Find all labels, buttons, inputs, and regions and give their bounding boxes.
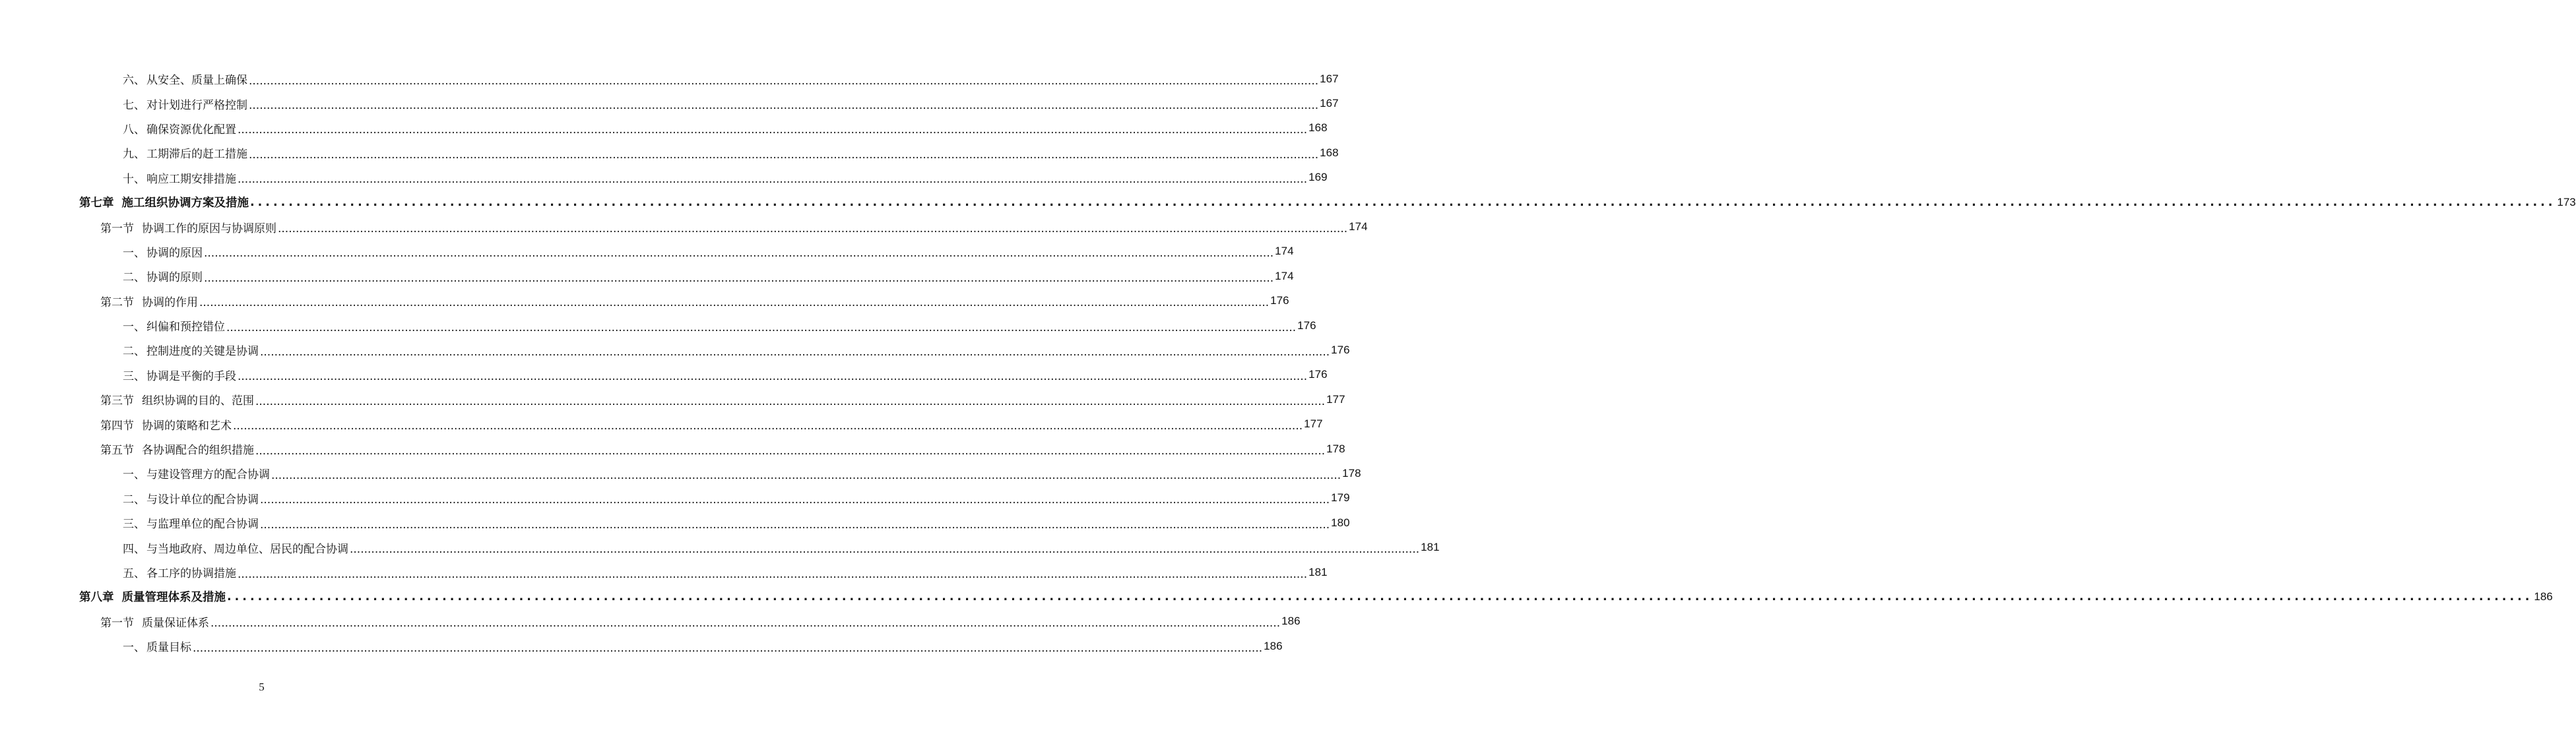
toc-item-entry[interactable] <box>0 461 1361 485</box>
toc-entry-number: 五、 <box>123 567 145 580</box>
toc-entry-number: 第七章 <box>79 197 114 210</box>
toc-entry-text: 与设计单位的配合协调 <box>146 493 259 507</box>
toc-entry-number: 九、 <box>123 148 145 162</box>
toc-leader-dots: ............................................................................................................................................................................................................................................................................................................ <box>193 641 1263 655</box>
toc-entry-number: 第八章 <box>79 591 114 605</box>
toc-entry-page: 173 <box>2557 195 2576 208</box>
toc-entry-text: 质量保证体系 <box>142 616 209 630</box>
toc-entry-number: 一、 <box>123 641 145 655</box>
toc-entry-page: 186 <box>1264 639 1283 652</box>
toc-entry-text: 协调的策略和艺术 <box>142 419 232 433</box>
toc-entry-page: 174 <box>1275 269 1294 282</box>
toc-item-entry[interactable] <box>0 264 1294 288</box>
toc-entry-title <box>123 638 191 654</box>
toc-item-entry[interactable] <box>0 67 1339 91</box>
toc-entry-title <box>123 490 259 507</box>
toc-leader-dots: ............................................................................................................................................................................................................................................................................................................ <box>249 99 1319 113</box>
toc-leader-dots: ............................................................................................................................................................................................................................................................................................................ <box>250 195 2556 209</box>
toc-entry-title <box>123 317 225 334</box>
toc-entry-text: 响应工期安排措施 <box>146 172 236 186</box>
toc-item-entry[interactable] <box>0 166 1328 190</box>
toc-entry-number: 二、 <box>123 493 145 507</box>
toc-entry-number: 第三节 <box>100 394 134 408</box>
toc-entry-title <box>123 540 348 556</box>
toc-entry-page: 167 <box>1320 97 1339 110</box>
toc-entry-text: 从安全、质量上确保 <box>146 74 247 88</box>
toc-item-entry[interactable] <box>0 510 1350 535</box>
toc-entry-number: 一、 <box>123 468 145 482</box>
toc-entry-number: 第四节 <box>100 419 134 433</box>
toc-entry-text: 协调工作的原因与协调原则 <box>142 222 276 235</box>
page-number: 5 <box>259 681 265 693</box>
toc-entry-number: 一、 <box>123 246 145 260</box>
toc-entry-title <box>123 144 247 161</box>
toc-item-entry[interactable] <box>0 313 1316 338</box>
toc-leader-dots: ............................................................................................................................................................................................................................................................................................................ <box>204 247 1274 261</box>
toc-entry-title <box>100 293 198 309</box>
toc-leader-dots: ............................................................................................................................................................................................................................................................................................................ <box>260 345 1330 359</box>
toc-entry-page: 178 <box>1342 466 1361 479</box>
toc-entry-text: 与建设管理方的配合协调 <box>146 468 270 482</box>
toc-entry-text: 协调的原则 <box>146 271 203 285</box>
toc-entry-page: 169 <box>1308 171 1328 184</box>
toc-chapter-entry[interactable] <box>0 584 2553 609</box>
toc-entry-text: 协调的作用 <box>142 295 198 309</box>
toc-entry-page: 179 <box>1331 491 1350 505</box>
toc-entry-number: 第一节 <box>100 616 134 630</box>
toc-leader-dots: ............................................................................................................................................................................................................................................................................................................ <box>350 543 1420 557</box>
toc-entry-page: 180 <box>1331 516 1350 529</box>
toc-entry-title <box>79 194 249 210</box>
toc-item-entry[interactable] <box>0 116 1328 140</box>
toc-entry-title <box>123 243 203 260</box>
toc-leader-dots: ............................................................................................................................................................................................................................................................................................................ <box>260 518 1330 532</box>
toc-entry-text: 工期滞后的赶工措施 <box>146 148 247 162</box>
toc-entry-text: 控制进度的关键是协调 <box>146 345 259 359</box>
toc-entry-text: 对计划进行严格控制 <box>146 98 247 112</box>
toc-item-entry[interactable] <box>0 239 1294 264</box>
toc-entry-title <box>123 170 236 186</box>
toc-entry-number: 七、 <box>123 98 145 112</box>
toc-entry-number: 六、 <box>123 74 145 88</box>
toc-section-entry[interactable] <box>0 387 1345 412</box>
toc-section-entry[interactable] <box>0 214 1368 239</box>
toc-leader-dots: ............................................................................................................................................................................................................................................................................................................ <box>238 567 1308 581</box>
toc-entry-page: 174 <box>1349 220 1368 233</box>
toc-entry-title <box>123 465 270 481</box>
toc-entry-page: 186 <box>2534 590 2553 603</box>
toc-leader-dots: ............................................................................................................................................................................................................................................................................................................ <box>255 394 1326 408</box>
toc-entry-text: 施工组织协调方案及措施 <box>121 197 249 210</box>
toc-entry-text: 协调的原因 <box>146 246 203 260</box>
toc-entry-title <box>123 342 259 358</box>
toc-entry-title <box>100 416 232 433</box>
toc-entry-title <box>123 564 236 580</box>
toc-entry-page: 181 <box>1308 565 1328 578</box>
toc-entry-title <box>123 96 247 112</box>
toc-item-entry[interactable] <box>0 140 1339 165</box>
toc-leader-dots: ............................................................................................................................................................................................................................................................................................................ <box>238 173 1308 187</box>
toc-entry-text: 纠偏和预控错位 <box>146 321 225 334</box>
toc-section-entry[interactable] <box>0 289 1289 313</box>
toc-leader-dots: ............................................................................................................................................................................................................................................................................................................ <box>278 222 1348 236</box>
toc-entry-text: 各工序的协调措施 <box>146 567 236 580</box>
toc-leader-dots: ............................................................................................................................................................................................................................................................................................................ <box>226 321 1297 334</box>
toc-entry-number: 十、 <box>123 172 145 186</box>
toc-entry-number: 四、 <box>123 542 145 556</box>
toc-entry-number: 三、 <box>123 518 145 532</box>
toc-leader-dots: ............................................................................................................................................................................................................................................................................................................ <box>255 444 1326 458</box>
toc-entry-page: 168 <box>1308 121 1328 135</box>
toc-entry-number: 第五节 <box>100 444 134 458</box>
toc-entry-title <box>100 613 209 630</box>
toc-item-entry[interactable] <box>0 91 1339 115</box>
toc-entry-title <box>100 219 276 235</box>
toc-item-entry[interactable] <box>0 634 1283 658</box>
toc-item-entry[interactable] <box>0 363 1328 387</box>
toc-entry-number: 第二节 <box>100 295 134 309</box>
toc-leader-dots: ............................................................................................................................................................................................................................................................................................................ <box>238 370 1308 384</box>
toc-item-entry[interactable] <box>0 338 1350 362</box>
toc-section-entry[interactable] <box>0 437 1345 461</box>
toc-entry-text: 与监理单位的配合协调 <box>146 518 259 532</box>
toc-entry-text: 质量管理体系及措施 <box>121 591 226 605</box>
toc-entry-page: 177 <box>1304 417 1323 431</box>
toc-item-entry[interactable] <box>0 560 1328 584</box>
toc-entry-title <box>123 514 259 531</box>
toc-leader-dots: ............................................................................................................................................................................................................................................................................................................ <box>260 493 1330 507</box>
toc-entry-text: 各协调配合的组织措施 <box>142 444 254 458</box>
toc-leader-dots: ............................................................................................................................................................................................................................................................................................................ <box>249 74 1319 88</box>
toc-entry-text: 组织协调的目的、范围 <box>142 394 254 408</box>
toc-item-entry[interactable] <box>0 535 1440 559</box>
toc-entry-text: 与当地政府、周边单位、居民的配合协调 <box>146 542 348 556</box>
toc-section-entry[interactable] <box>0 412 1323 436</box>
toc-leader-dots: ............................................................................................................................................................................................................................................................................................................ <box>238 123 1308 137</box>
toc-entry-page: 178 <box>1326 442 1345 455</box>
table-of-contents <box>0 67 2576 658</box>
toc-leader-dots: ............................................................................................................................................................................................................................................................................................................ <box>227 590 2533 603</box>
toc-section-entry[interactable] <box>0 609 1301 634</box>
toc-entry-title <box>123 367 236 383</box>
toc-leader-dots: ............................................................................................................................................................................................................................................................................................................ <box>249 148 1319 162</box>
toc-leader-dots: ............................................................................................................................................................................................................................................................................................................ <box>210 617 1281 631</box>
toc-entry-page: 186 <box>1281 615 1301 628</box>
toc-entry-title <box>123 71 247 87</box>
toc-entry-page: 181 <box>1421 541 1440 554</box>
toc-entry-title <box>79 588 226 605</box>
toc-entry-page: 176 <box>1297 319 1316 332</box>
toc-entry-number: 二、 <box>123 345 145 359</box>
toc-entry-title <box>123 268 203 284</box>
toc-entry-text: 质量目标 <box>146 641 191 655</box>
toc-leader-dots: ............................................................................................................................................................................................................................................................................................................ <box>233 419 1303 433</box>
toc-entry-title <box>123 120 236 137</box>
toc-entry-page: 168 <box>1320 146 1339 159</box>
toc-entry-page: 174 <box>1275 245 1294 258</box>
toc-entry-number: 三、 <box>123 369 145 383</box>
toc-chapter-entry[interactable] <box>0 190 2576 214</box>
toc-leader-dots: ............................................................................................................................................................................................................................................................................................................ <box>199 296 1270 310</box>
toc-entry-number: 二、 <box>123 271 145 285</box>
toc-entry-number: 八、 <box>123 123 145 137</box>
toc-entry-page: 176 <box>1308 368 1328 381</box>
toc-entry-text: 确保资源优化配置 <box>146 123 236 137</box>
toc-entry-number: 第一节 <box>100 222 134 235</box>
toc-entry-page: 177 <box>1326 392 1345 406</box>
toc-entry-title <box>100 391 254 408</box>
toc-entry-page: 176 <box>1270 294 1289 307</box>
toc-leader-dots: ............................................................................................................................................................................................................................................................................................................ <box>271 468 1341 482</box>
toc-entry-text: 协调是平衡的手段 <box>146 369 236 383</box>
toc-item-entry[interactable] <box>0 486 1350 510</box>
toc-leader-dots: ............................................................................................................................................................................................................................................................................................................ <box>204 271 1274 285</box>
toc-entry-page: 167 <box>1320 72 1339 85</box>
toc-entry-page: 176 <box>1331 343 1350 356</box>
toc-entry-title <box>100 441 254 457</box>
toc-entry-number: 一、 <box>123 321 145 334</box>
